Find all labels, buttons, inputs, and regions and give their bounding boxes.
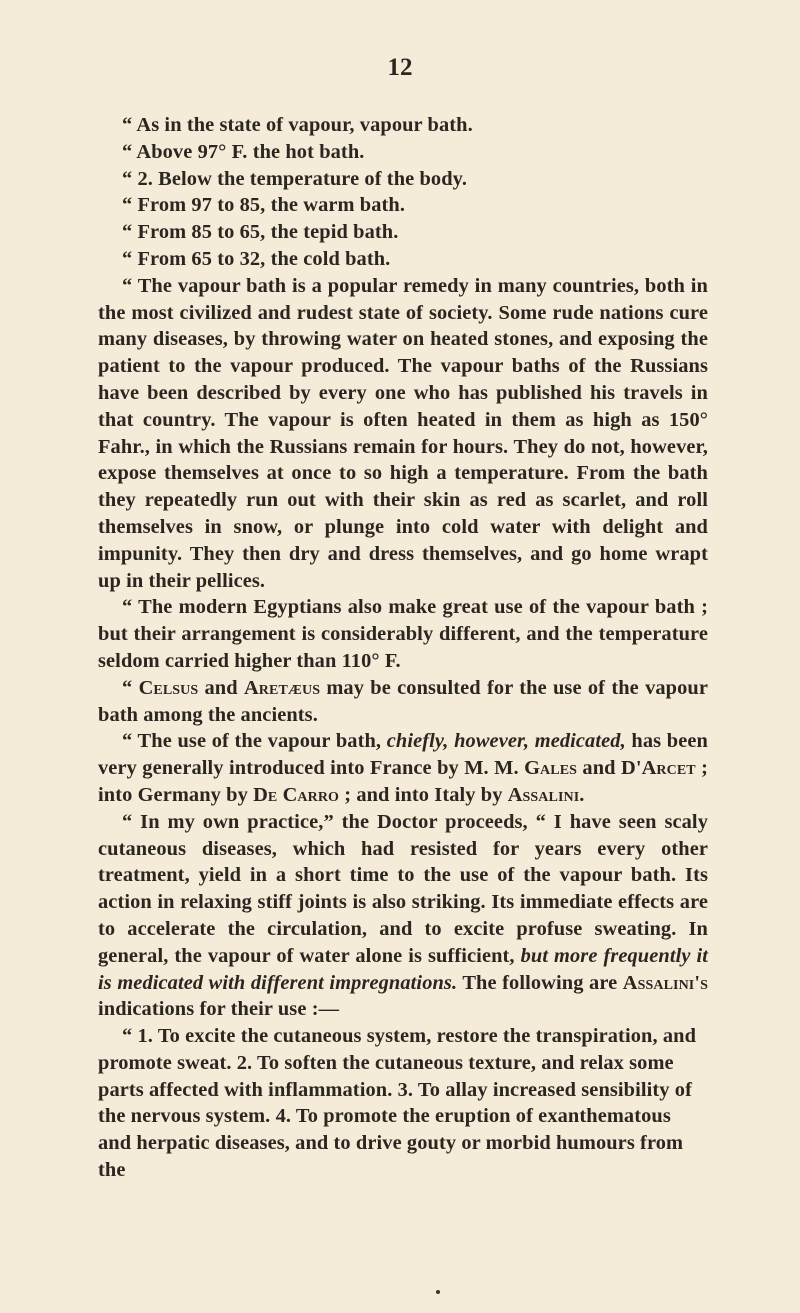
body-text — [98, 112, 708, 1184]
author-assalini: Assalini — [507, 783, 580, 806]
paragraph-below-body-temperature: “ 2. Below the temperature of the body. — [122, 167, 468, 190]
author-assalini: Assalini's — [622, 971, 708, 994]
page-mark — [436, 1290, 440, 1294]
italic-phrase: chiefly, however, medicated, — [386, 730, 626, 753]
paragraph-russian-vapour-baths: “ The vapour bath is a popular remedy in many countries, both in the most civilized and rudest state of society. Some rude nations cure many diseases, by throwing water on heated stones, and exposing the patient to the vapour produced. The vapour baths of the Russians have been described by every one who has published his travels in that country. The vapour is often heated in them as high as 150° Fahr., in which the Russians remain for hours. They do not, however, expose themselves at once to so high a temperature. From the bath they repeatedly run out with their skin as red as scarlet, and roll themselves in snow, or plunge into cold water with delight and impunity. They then dry and dress themselves, and go home wrapt up in their pellices. — [98, 274, 708, 592]
author-gales: Gales — [524, 757, 578, 780]
paragraph-vapour-bath-definition: “ As in the state of vapour, vapour bath. — [122, 114, 473, 136]
paragraph-tepid-bath: “ From 85 to 65, the tepid bath. — [122, 221, 399, 244]
author-de-carro: De Carro — [253, 783, 340, 806]
paragraph-indications-list: “ 1. To excite the cutaneous system, restore the transpiration, and promote sweat. 2. To soften the cutaneous texture, and relax some parts affected with inflammation. 3. To allay increased sensibility of the nervous system. 4. To promote the eruption of exanthematous and herpatic diseases, and to drive gouty or morbid humours from the — [98, 1025, 697, 1182]
author-aretaeus: Aretæus — [243, 676, 321, 699]
paragraph-ancient-authors: “ Celsus and Aretæus may be consulted for the use of the vapour bath among the ancients. — [98, 676, 708, 726]
page-number: 12 — [387, 54, 413, 81]
italic-phrase: but more frequently it is medicated with different impregnations. — [98, 944, 709, 994]
author-celsus: Celsus — [138, 676, 199, 699]
paragraph-cold-bath: “ From 65 to 32, the cold bath. — [122, 247, 391, 270]
paragraph-medicated-vapour-bath: “ The use of the vapour bath, chiefly, however, medicated, has been very generally introduced into France by M. M. Gales and D'Arcet ; into Germany by De Carro ; and into Italy by Assalini. — [98, 730, 709, 806]
author-darcet: D'Arcet — [621, 757, 696, 780]
paragraph-doctor-practice: “ In my own practice,” the Doctor proceeds, “ I have seen scaly cutaneous diseases, which had resisted for years every other treatment, yield in a short time to the use of the vapour bath. Its action in relaxing stiff joints is also striking. Its immediate effects are to accelerate the circulation, and to excite profuse sweating. In general, the vapour of water alone is sufficient, but more frequently it is medicated with different impregnations. The following are Assalini's indications for their use :— — [98, 810, 709, 1021]
paragraph-hot-bath: “ Above 97° F. the hot bath. — [122, 140, 365, 163]
paragraph-egyptian-vapour-baths: “ The modern Egyptians also make great use of the vapour bath ; but their arrangement is considerably different, and the temperature seldom carried higher than 110° F. — [98, 596, 708, 672]
paragraph-warm-bath: “ From 97 to 85, the warm bath. — [122, 194, 406, 217]
